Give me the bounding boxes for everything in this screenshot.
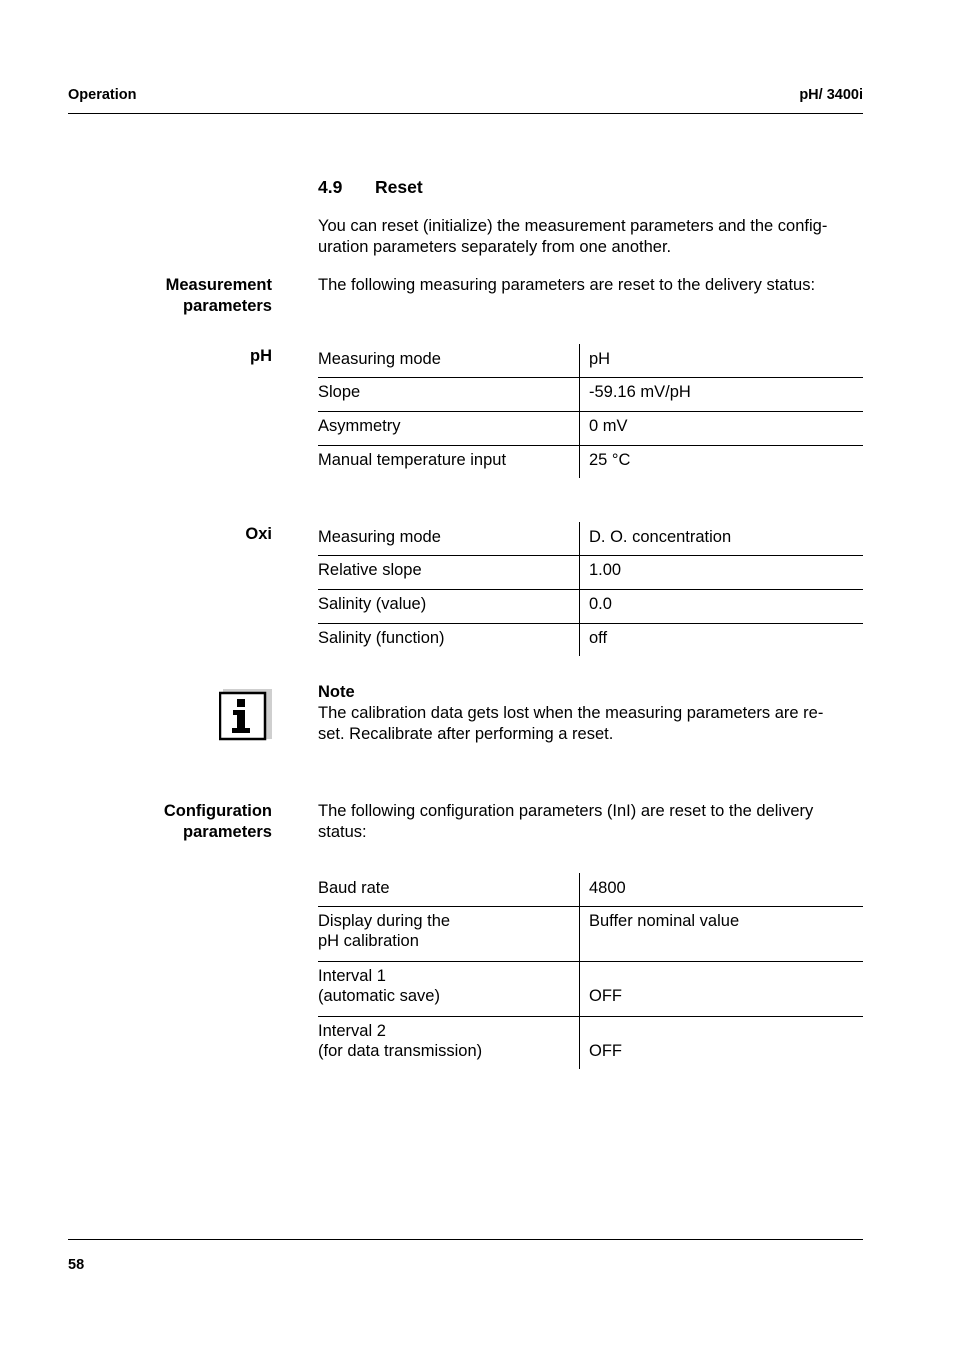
parameter-name: Measuring mode [318, 350, 441, 368]
parameter-name: Interval 2 [318, 1021, 386, 1040]
parameter-name-cell [318, 906, 580, 961]
parameter-value-cell [580, 555, 864, 589]
parameter-name-cell [318, 377, 580, 411]
ph-side-label: pH [250, 347, 272, 365]
oxi-parameters-table [318, 522, 863, 656]
table-row [318, 873, 863, 906]
intro-line: uration parameters separately from one another. [318, 238, 672, 256]
parameter-name-cell [318, 555, 580, 589]
parameter-value: off [589, 628, 608, 647]
parameter-value-cell [580, 906, 864, 961]
table-row [318, 961, 863, 1016]
parameter-name-cell [318, 873, 580, 906]
parameter-value-cell [580, 411, 864, 445]
parameter-value [589, 966, 863, 986]
table-row [318, 589, 863, 623]
parameter-name: Asymmetry [318, 416, 401, 435]
intro-paragraph [318, 216, 878, 258]
parameter-name: Measuring mode [318, 528, 441, 546]
note-text: The calibration data gets lost when the measuring parameters are re- set. Recalibrate after performing a reset. [318, 704, 824, 743]
parameter-value-cell [580, 623, 864, 656]
section-title: Reset [375, 177, 423, 197]
section-number: 4.9 [318, 177, 343, 197]
parameter-name: (for data transmission) [318, 1041, 483, 1060]
parameter-value: Buffer nominal value [589, 911, 740, 930]
parameter-value-cell [580, 1016, 864, 1069]
oxi-side-label: Oxi [245, 525, 272, 543]
configuration-side-label: Configuration parameters [163, 802, 272, 841]
parameter-name: Salinity (value) [318, 594, 427, 613]
parameter-name: Relative slope [318, 560, 422, 579]
parameter-name-cell [318, 623, 580, 656]
parameter-name-cell [318, 445, 580, 478]
measurement-side-label: Measurement parameters [165, 276, 272, 315]
parameter-name-cell [318, 961, 580, 1016]
table-row [318, 377, 863, 411]
note-title: Note [318, 683, 355, 701]
configuration-text: The following configuration parameters (InI) are reset to the delivery status: [318, 802, 814, 841]
header-rule [68, 113, 863, 114]
parameter-name: Salinity (function) [318, 628, 445, 647]
running-header-right: pH/ 3400i [799, 87, 863, 103]
table-row [318, 522, 863, 555]
info-icon [219, 689, 272, 741]
parameter-value: 4800 [589, 879, 626, 897]
parameter-name: pH calibration [318, 931, 419, 950]
measurement-text: The following measuring parameters are reset to the delivery status: [318, 276, 816, 294]
footer-rule [68, 1239, 863, 1240]
configuration-parameters-table [318, 873, 863, 1069]
parameter-value: OFF [589, 1041, 622, 1060]
parameter-name: Baud rate [318, 879, 390, 897]
parameter-name: Manual temperature input [318, 450, 507, 469]
parameter-name-cell [318, 411, 580, 445]
parameter-value: 1.00 [589, 560, 622, 579]
parameter-name-cell [318, 589, 580, 623]
page-number: 58 [68, 1257, 85, 1273]
parameter-value: -59.16 mV/pH [589, 382, 691, 401]
parameter-value-cell [580, 445, 864, 478]
table-row [318, 1016, 863, 1069]
table-row [318, 411, 863, 445]
table-row [318, 445, 863, 478]
parameter-value: 0.0 [589, 594, 612, 613]
parameter-name: Slope [318, 382, 361, 401]
parameter-name-cell [318, 1016, 580, 1069]
parameter-name: (automatic save) [318, 986, 440, 1005]
ph-parameters-table [318, 344, 863, 478]
table-row [318, 906, 863, 961]
parameter-value: pH [589, 350, 611, 368]
parameter-name-cell [318, 522, 580, 555]
parameter-value-cell [580, 522, 864, 555]
parameter-name: Interval 1 [318, 966, 386, 985]
table-row [318, 344, 863, 377]
parameter-name: Display during the [318, 911, 451, 930]
parameter-value: 0 mV [589, 416, 628, 435]
table-row [318, 555, 863, 589]
parameter-value-cell [580, 589, 864, 623]
parameter-value: 25 °C [589, 450, 631, 469]
parameter-value: D. O. concentration [589, 528, 732, 546]
table-row [318, 623, 863, 656]
parameter-value: OFF [589, 986, 622, 1005]
parameter-value-cell [580, 344, 864, 377]
running-header-left: Operation [68, 87, 137, 103]
parameter-value-cell [580, 961, 864, 1016]
parameter-value-cell [580, 873, 864, 906]
intro-line: You can reset (initialize) the measurement parameters and the config- [318, 217, 828, 235]
parameter-value-cell [580, 377, 864, 411]
parameter-name-cell [318, 344, 580, 377]
parameter-value [589, 1021, 863, 1041]
